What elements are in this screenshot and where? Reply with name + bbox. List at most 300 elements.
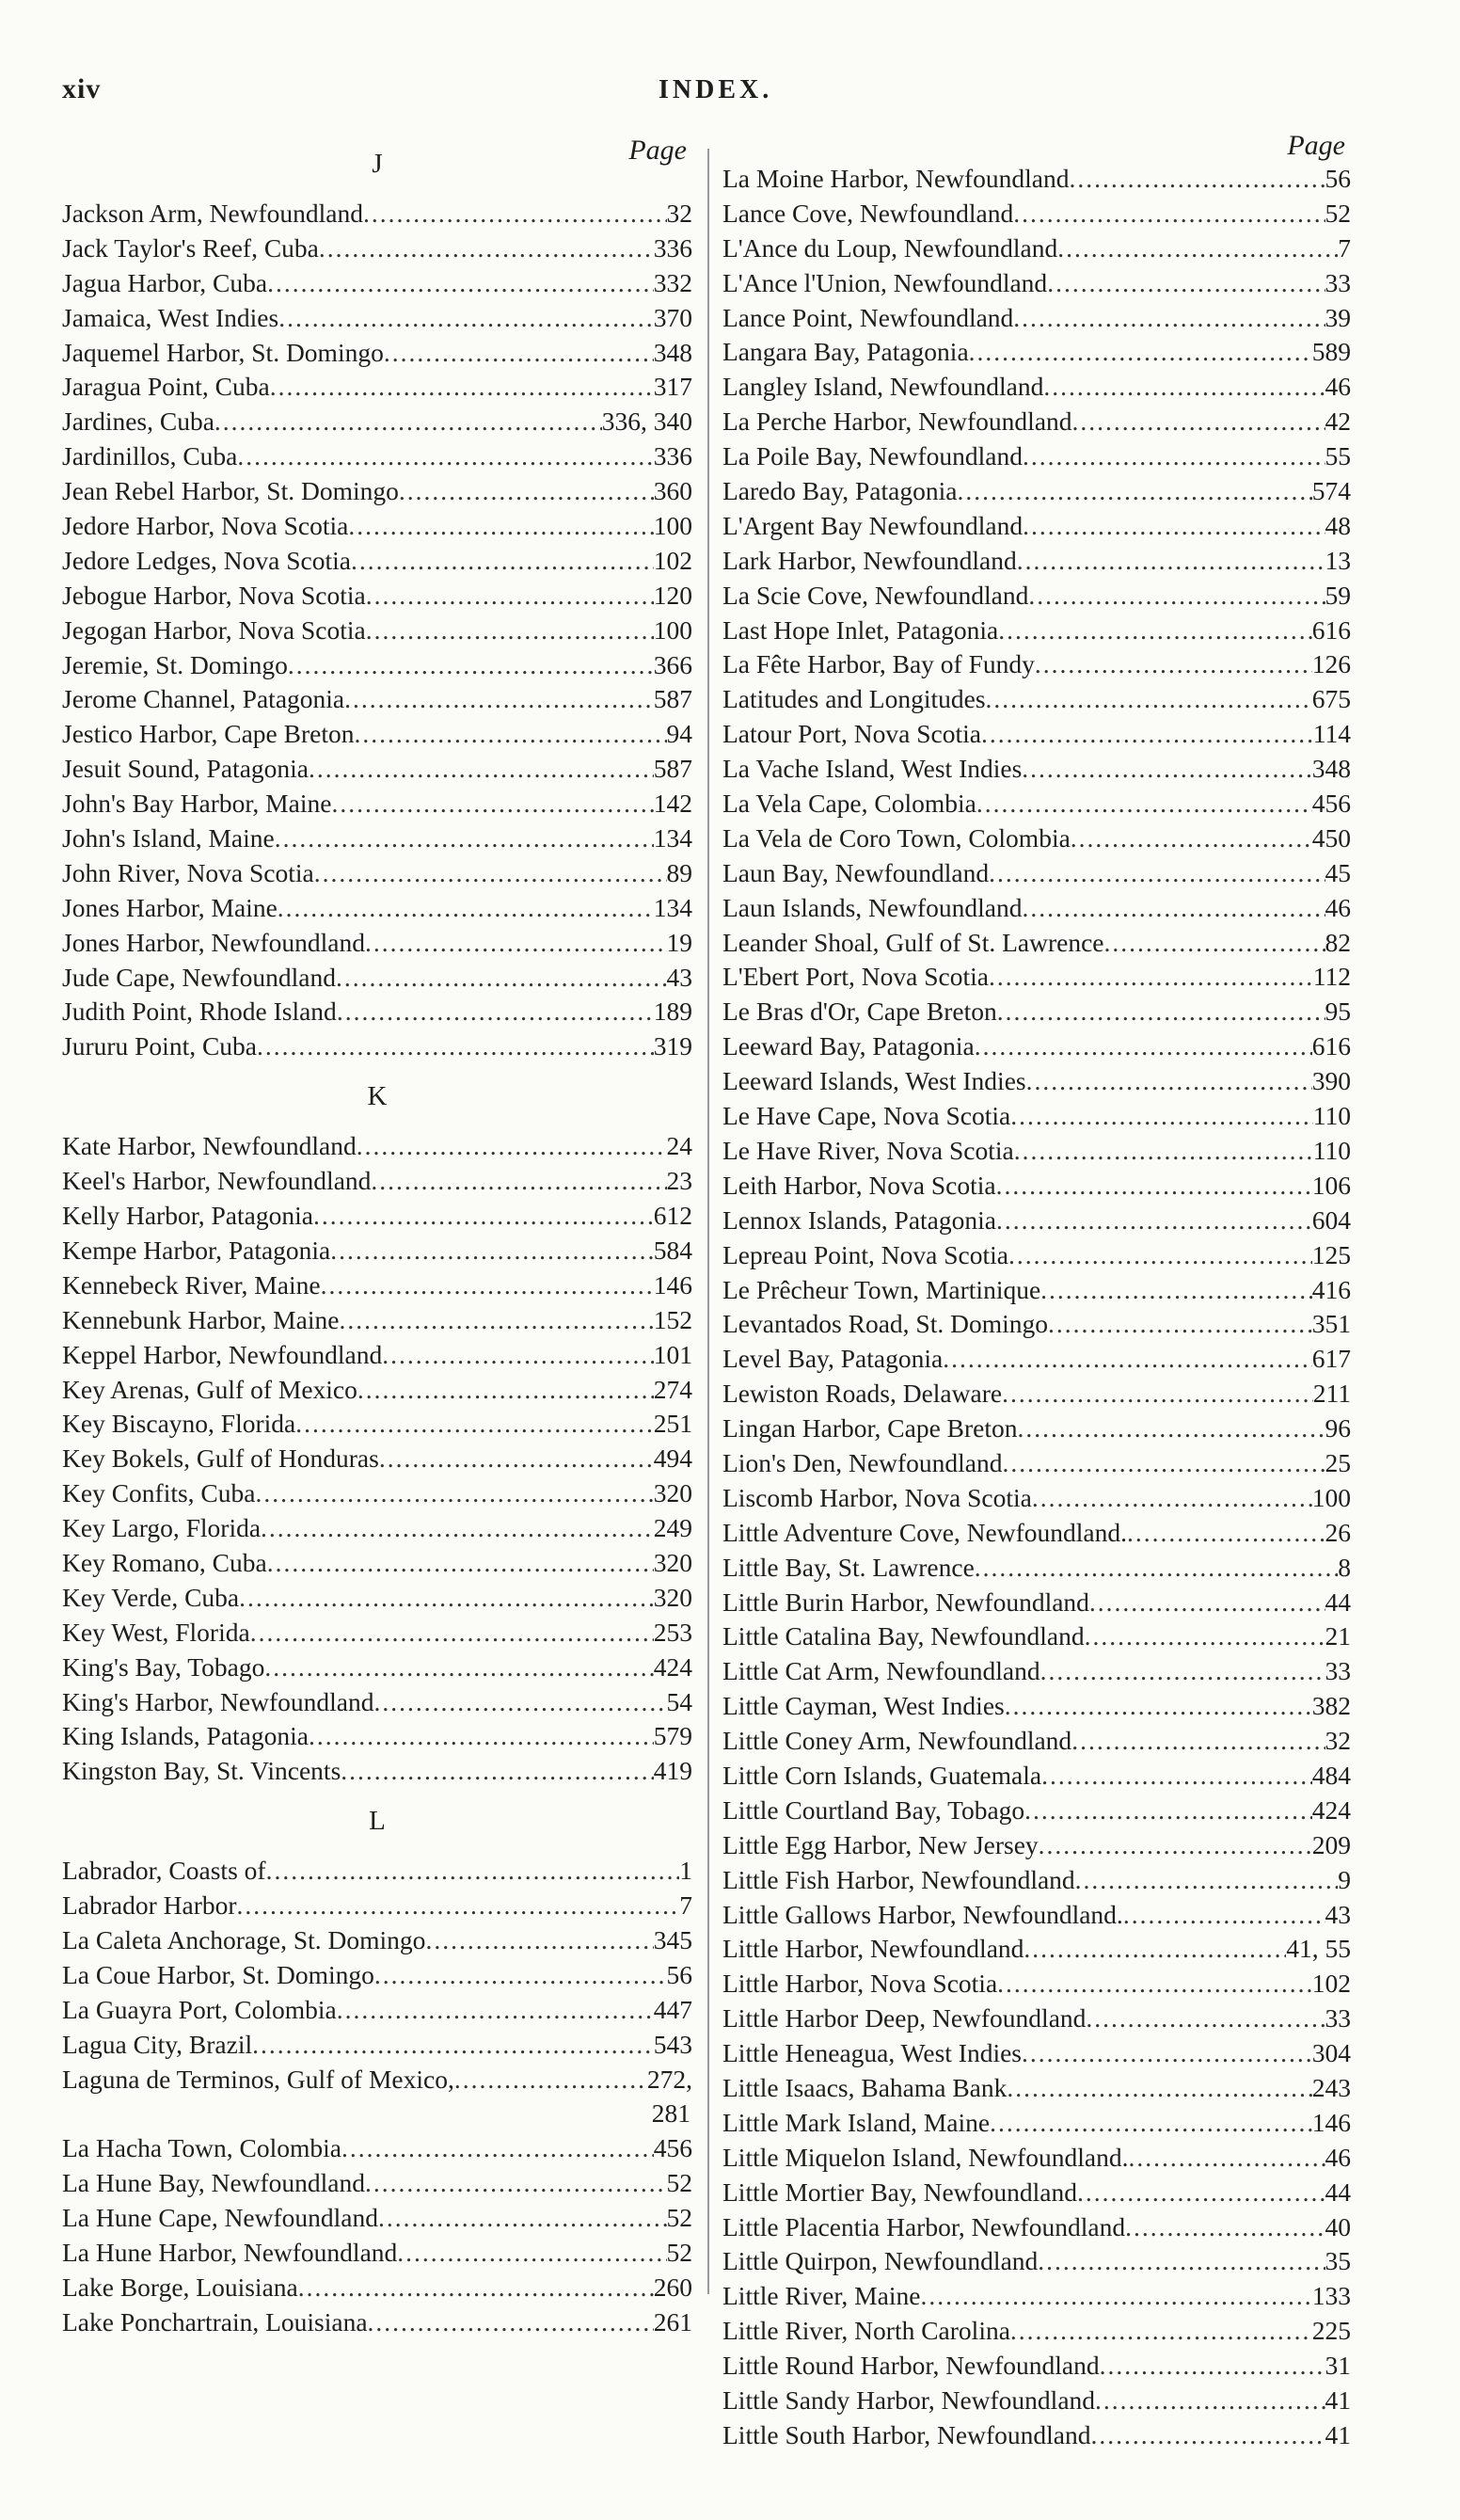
dot-leader xyxy=(1039,1828,1312,1863)
index-entry xyxy=(722,1169,1351,1204)
entry-name: La Hune Harbor, Newfoundland xyxy=(62,2237,398,2267)
dot-leader xyxy=(1024,1794,1312,1828)
index-entry xyxy=(62,266,692,301)
entry-name: Lance Point, Newfoundland xyxy=(722,302,1014,332)
entry-name: Laredo Bay, Patagonia xyxy=(722,476,958,506)
entry-page: 56 xyxy=(666,1959,692,1989)
entry-name: King Islands, Patagonia xyxy=(62,1721,309,1751)
entry-name: Laun Bay, Newfoundland xyxy=(722,857,990,887)
entry-name: Little Gallows Harbor, Newfoundland. xyxy=(722,1899,1123,1929)
entry-name: Jardinillos, Cuba xyxy=(62,441,238,471)
entry-page: 112 xyxy=(1312,962,1351,992)
index-entry xyxy=(62,1268,692,1303)
entry-name: Little Catalina Bay, Newfoundland xyxy=(722,1621,1085,1651)
dot-leader xyxy=(1023,509,1325,544)
index-entry xyxy=(722,1689,1351,1724)
dot-leader xyxy=(943,1342,1312,1377)
entry-name: Jaquemel Harbor, St. Domingo xyxy=(62,337,384,367)
entry-page: 416 xyxy=(1311,1274,1351,1304)
entry-name: Leith Harbor, Nova Scotia xyxy=(722,1170,996,1200)
dot-leader xyxy=(1127,1516,1325,1551)
dot-leader xyxy=(1028,579,1325,614)
index-entry xyxy=(62,474,692,509)
entry-page: 382 xyxy=(1311,1691,1351,1721)
dot-leader xyxy=(1095,2384,1325,2418)
dot-leader xyxy=(1013,301,1325,336)
index-entry xyxy=(62,544,692,579)
entry-page: 543 xyxy=(653,2029,692,2059)
entry-name: Kelly Harbor, Patagonia xyxy=(62,1201,313,1231)
entry-page: 604 xyxy=(1311,1204,1351,1235)
index-entry xyxy=(722,1273,1351,1308)
entry-page: 82 xyxy=(1325,927,1351,957)
dot-leader xyxy=(1043,370,1325,405)
entry-name: L'Ance du Loup, Newfoundland xyxy=(722,232,1058,263)
dot-leader xyxy=(382,1338,654,1373)
index-entry xyxy=(722,787,1351,821)
entry-page: 1 xyxy=(679,1856,692,1886)
dot-leader xyxy=(996,1169,1312,1204)
index-entry xyxy=(722,1134,1351,1169)
dot-leader xyxy=(252,2028,654,2063)
dot-leader xyxy=(336,961,667,996)
entry-page: 44 xyxy=(1325,2177,1351,2207)
index-entry xyxy=(722,1654,1351,1689)
entry-page: 25 xyxy=(1325,1447,1351,1477)
entry-page: 39 xyxy=(1325,302,1351,332)
index-entry xyxy=(62,648,692,683)
dot-leader xyxy=(1022,2036,1312,2071)
entry-page: 44 xyxy=(1325,1587,1351,1617)
index-entry xyxy=(62,926,692,961)
entry-name: Little Harbor, Nova Scotia xyxy=(722,1969,998,1999)
entry-name: Lagua City, Brazil xyxy=(62,2029,253,2059)
entry-page: 424 xyxy=(653,1651,692,1682)
entry-name: L'Ebert Port, Nova Scotia xyxy=(722,962,989,992)
entry-page: 46 xyxy=(1325,372,1351,402)
dot-leader xyxy=(321,1268,654,1303)
entry-name: Jones Harbor, Newfoundland xyxy=(62,927,365,957)
entry-page: 612 xyxy=(653,1201,692,1231)
entry-name: Little Miquelon Island, Newfoundland. xyxy=(722,2142,1129,2172)
entry-page: 272, xyxy=(646,2064,692,2094)
index-entry xyxy=(62,370,692,405)
dot-leader xyxy=(255,1476,653,1511)
index-entry xyxy=(62,752,692,787)
entry-page: 94 xyxy=(666,719,692,749)
dot-leader xyxy=(1010,2314,1312,2349)
index-entry xyxy=(722,1238,1351,1273)
entry-name: Lion's Den, Newfoundland xyxy=(722,1447,1003,1477)
entry-name: La Poile Bay, Newfoundland xyxy=(722,441,1023,471)
index-entry xyxy=(62,995,692,1029)
entry-page: 584 xyxy=(653,1235,692,1265)
entry-name: Key Romano, Cuba xyxy=(62,1547,267,1577)
entry-page: 345 xyxy=(653,1924,692,1954)
dot-leader xyxy=(270,370,654,405)
entry-page: 616 xyxy=(1311,614,1351,645)
entry-page: 33 xyxy=(1325,1656,1351,1686)
entry-page: 348 xyxy=(653,337,692,367)
dot-leader xyxy=(1103,926,1325,961)
index-entry xyxy=(62,821,692,856)
dot-leader xyxy=(275,821,654,856)
index-entry xyxy=(722,1029,1351,1064)
entry-name: Langara Bay, Patagonia xyxy=(722,337,969,367)
entry-name: Little River, North Carolina xyxy=(722,2316,1010,2346)
entry-name: Little Harbor, Newfoundland xyxy=(722,1934,1024,1964)
index-entry xyxy=(62,2028,692,2063)
index-entry xyxy=(722,1099,1351,1134)
entry-page: 456 xyxy=(1311,789,1351,819)
entry-page: 43 xyxy=(666,962,692,992)
entry-name: Keel's Harbor, Newfoundland xyxy=(62,1166,372,1196)
dot-leader xyxy=(261,1511,654,1546)
entry-page: 134 xyxy=(653,823,692,853)
entry-name: Little River, Maine xyxy=(722,2281,921,2311)
entry-name: Little Sandy Harbor, Newfoundland xyxy=(722,2385,1096,2415)
index-entry xyxy=(722,2279,1351,2314)
entry-page: 106 xyxy=(1311,1170,1351,1200)
entry-name: Jerome Channel, Patagonia xyxy=(62,684,345,714)
entry-name: Laun Islands, Newfoundland xyxy=(722,892,1023,922)
index-entry xyxy=(62,1719,692,1754)
dot-leader xyxy=(975,1551,1338,1586)
entry-page-continued: 281 xyxy=(651,2098,690,2129)
dot-leader xyxy=(1014,1134,1313,1169)
entry-page: 579 xyxy=(653,1721,692,1751)
entry-name: Jeremie, St. Domingo xyxy=(62,649,288,679)
index-entry xyxy=(722,2036,1351,2071)
index-entry xyxy=(722,821,1351,856)
dot-leader xyxy=(309,1719,654,1754)
index-entry xyxy=(722,614,1351,648)
entry-page: 46 xyxy=(1325,2142,1351,2172)
dot-leader xyxy=(264,1651,653,1685)
entry-name: Le Have River, Nova Scotia xyxy=(722,1135,1014,1165)
entry-page: 424 xyxy=(1311,1794,1351,1825)
dot-leader xyxy=(1057,231,1338,266)
dot-leader xyxy=(337,1993,654,2028)
entry-page: 304 xyxy=(1311,2038,1351,2068)
entry-name: King's Bay, Tobago xyxy=(62,1651,265,1682)
dot-leader xyxy=(399,474,654,509)
dot-leader xyxy=(1038,2244,1325,2279)
entry-name: Key Bokels, Gulf of Honduras xyxy=(62,1443,379,1474)
entry-name: Level Bay, Patagonia xyxy=(722,1344,944,1374)
dot-leader xyxy=(337,995,654,1029)
index-entry xyxy=(722,2106,1351,2141)
entry-name: Little Harbor Deep, Newfoundland xyxy=(722,2003,1087,2034)
page-column-label: Page xyxy=(628,135,687,166)
entry-name: Latitudes and Longitudes xyxy=(722,684,986,714)
entry-name: La Vache Island, West Indies xyxy=(722,754,1023,784)
entry-page: 587 xyxy=(653,684,692,714)
dot-leader xyxy=(1047,266,1325,301)
index-entry xyxy=(62,1993,692,2028)
entry-page: 26 xyxy=(1325,1517,1351,1547)
index-entry xyxy=(722,995,1351,1029)
entry-page: 33 xyxy=(1325,2003,1351,2034)
entry-name: Leeward Bay, Patagonia xyxy=(722,1031,975,1061)
entry-name: Liscomb Harbor, Nova Scotia xyxy=(722,1482,1032,1512)
index-entry xyxy=(722,1759,1351,1794)
index-entry xyxy=(722,1446,1351,1481)
dot-leader xyxy=(341,1754,653,1789)
dot-leader xyxy=(237,439,653,474)
entry-page: 52 xyxy=(1325,198,1351,228)
entry-page: 43 xyxy=(1325,1899,1351,1929)
entry-name: Little Heneagua, West Indies xyxy=(722,2038,1023,2068)
entry-name: Little Corn Islands, Guatemala xyxy=(722,1760,1042,1790)
entry-name: Last Hope Inlet, Patagonia xyxy=(722,614,999,645)
dot-leader xyxy=(309,752,654,787)
entry-page: 7 xyxy=(1338,232,1351,263)
index-entry xyxy=(722,1967,1351,2002)
entry-name: Jestico Harbor, Cape Breton xyxy=(62,719,355,749)
dot-leader xyxy=(366,614,654,648)
entry-page: 33 xyxy=(1325,267,1351,297)
index-entry xyxy=(62,1338,692,1373)
index-entry xyxy=(722,960,1351,995)
index-entry xyxy=(62,1407,692,1442)
dot-leader xyxy=(1008,1238,1312,1273)
entry-page: 617 xyxy=(1311,1344,1351,1374)
entry-name: La Coue Harbor, St. Domingo xyxy=(62,1959,374,1989)
dot-leader xyxy=(1035,647,1312,682)
entry-page: 390 xyxy=(1311,1066,1351,1096)
index-entry xyxy=(722,1863,1351,1898)
dot-leader xyxy=(267,1546,654,1581)
index-entry xyxy=(722,2176,1351,2210)
entry-name: Jack Taylor's Reef, Cuba xyxy=(62,232,319,263)
index-entry xyxy=(62,1889,692,1923)
dot-leader xyxy=(1026,1064,1312,1099)
dot-leader xyxy=(1013,197,1325,231)
entry-page: 134 xyxy=(653,892,692,922)
index-entry xyxy=(62,2201,692,2236)
dot-leader xyxy=(989,960,1313,995)
entry-page: 320 xyxy=(653,1547,692,1577)
index-entry xyxy=(62,1616,692,1651)
entry-name: Jardines, Cuba xyxy=(62,407,214,437)
index-entry xyxy=(62,1303,692,1338)
entry-page: 189 xyxy=(653,997,692,1027)
index-entry xyxy=(62,856,692,891)
entry-name: Little South Harbor, Newfoundland xyxy=(722,2419,1091,2449)
dot-leader xyxy=(1010,1099,1313,1134)
index-entry xyxy=(722,1551,1351,1586)
index-entry xyxy=(62,614,692,648)
index-entry xyxy=(722,1828,1351,1863)
index-entry xyxy=(62,439,692,474)
entry-name: Labrador Harbor xyxy=(62,1890,237,1921)
entry-page: 19 xyxy=(666,927,692,957)
entry-page: 419 xyxy=(653,1756,692,1786)
index-entry xyxy=(62,1754,692,1789)
dot-leader xyxy=(357,1373,654,1408)
dot-leader xyxy=(379,1442,654,1476)
entry-name: Le Prêcheur Town, Martinique xyxy=(722,1274,1041,1304)
index-entry xyxy=(62,2063,692,2097)
index-entry xyxy=(722,2384,1351,2418)
index-entry xyxy=(722,1342,1351,1377)
entry-name: La Vela de Coro Town, Colombia xyxy=(722,822,1071,853)
index-entry xyxy=(722,1724,1351,1759)
dot-leader xyxy=(257,1029,654,1064)
index-entry xyxy=(62,509,692,544)
index-entry xyxy=(62,1029,692,1064)
entry-name: La Moine Harbor, Newfoundland xyxy=(722,164,1070,193)
dot-leader xyxy=(331,787,653,821)
dot-leader xyxy=(986,682,1312,717)
entry-page: 110 xyxy=(1312,1135,1351,1165)
index-entry xyxy=(722,1932,1351,1967)
dot-leader xyxy=(1090,2418,1325,2453)
index-entry xyxy=(62,405,692,439)
entry-page: 42 xyxy=(1325,407,1351,437)
entry-name: Leeward Islands, West Indies xyxy=(722,1066,1026,1096)
index-entry xyxy=(722,2418,1351,2453)
entry-name: La Perche Harbor, Newfoundland xyxy=(722,407,1072,437)
dot-leader xyxy=(314,856,667,891)
entry-page: 120 xyxy=(653,580,692,610)
entry-page: 253 xyxy=(653,1617,692,1647)
entry-page: 102 xyxy=(1311,1969,1351,1999)
index-entry xyxy=(62,1923,692,1958)
index-entry xyxy=(722,752,1351,787)
index-entry xyxy=(722,926,1351,961)
entry-name: Jude Cape, Newfoundland xyxy=(62,962,336,992)
dot-leader xyxy=(996,1204,1312,1238)
entry-name: Lake Ponchartrain, Louisiana xyxy=(62,2306,368,2337)
index-entry xyxy=(722,682,1351,717)
entry-page: 125 xyxy=(1311,1239,1351,1269)
entry-name: Labrador, Coasts of xyxy=(62,1856,266,1886)
entry-page: 249 xyxy=(653,1513,692,1543)
entry-page: 152 xyxy=(653,1304,692,1334)
entry-page: 360 xyxy=(653,476,692,506)
entry-page: 8 xyxy=(1338,1552,1351,1582)
entry-name: Little Quirpon, Newfoundland xyxy=(722,2246,1039,2276)
dot-leader xyxy=(250,1616,654,1651)
index-entry xyxy=(62,1854,692,1889)
entry-page: 317 xyxy=(653,372,692,402)
entry-page: 55 xyxy=(1325,441,1351,471)
entry-name: Little Round Harbor, Newfoundland xyxy=(722,2351,1100,2381)
dot-leader xyxy=(1040,1654,1325,1689)
entry-name: Little Cayman, West Indies xyxy=(722,1691,1005,1721)
entry-name: Key Largo, Florida xyxy=(62,1513,262,1543)
dot-leader xyxy=(1023,439,1325,474)
index-entry xyxy=(722,2002,1351,2036)
dot-leader xyxy=(1017,544,1325,579)
entry-page: 23 xyxy=(666,1166,692,1196)
section-letter: K xyxy=(367,1081,388,1112)
index-entry xyxy=(722,1586,1351,1620)
index-entry xyxy=(62,231,692,266)
entry-name: Latour Port, Nova Scotia xyxy=(722,719,981,749)
dot-leader xyxy=(237,1889,680,1923)
index-entry xyxy=(722,266,1351,301)
entry-page: 261 xyxy=(653,2306,692,2337)
entry-page: 126 xyxy=(1311,649,1351,679)
index-entry xyxy=(722,2349,1351,2384)
index-entry xyxy=(722,2210,1351,2245)
entry-page: 52 xyxy=(666,2168,692,2198)
entry-name: Lennox Islands, Patagonia xyxy=(722,1204,996,1235)
dot-leader xyxy=(1041,1759,1312,1794)
entry-name: Little Mark Island, Maine xyxy=(722,2107,991,2137)
entry-name: Kate Harbor, Newfoundland xyxy=(62,1131,357,1161)
dot-leader xyxy=(278,301,654,336)
entry-page: 41 xyxy=(1325,2385,1351,2415)
index-entry xyxy=(722,231,1351,266)
entry-name: Little Coney Arm, Newfoundland xyxy=(722,1726,1072,1756)
entry-name: John River, Nova Scotia xyxy=(62,857,314,887)
entry-name: Little Placentia Harbor, Newfoundland xyxy=(722,2211,1126,2241)
entry-page: 351 xyxy=(1311,1309,1351,1339)
entry-page: 100 xyxy=(653,614,692,645)
entry-name: La Fête Harbor, Bay of Fundy xyxy=(722,649,1035,679)
running-title: INDEX. xyxy=(659,75,773,104)
entry-name: La Caleta Anchorage, St. Domingo xyxy=(62,1924,426,1954)
entry-name: Kempe Harbor, Patagonia xyxy=(62,1235,331,1265)
index-column-right xyxy=(722,130,1351,2453)
entry-name: Little Egg Harbor, New Jersey xyxy=(722,1829,1039,1859)
section-letter: J xyxy=(372,149,383,179)
entry-name: Jean Rebel Harbor, St. Domingo xyxy=(62,476,399,506)
dot-leader xyxy=(368,2305,654,2340)
entry-page: 274 xyxy=(653,1374,692,1404)
index-entry xyxy=(722,2071,1351,2106)
index-entry xyxy=(722,579,1351,614)
entry-name: Judith Point, Rhode Island xyxy=(62,997,337,1027)
dot-leader xyxy=(981,717,1313,752)
index-entry xyxy=(62,1958,692,1993)
entry-name: Jamaica, West Indies xyxy=(62,302,279,332)
dot-leader xyxy=(1005,1689,1312,1724)
index-entry xyxy=(722,197,1351,231)
entry-name: Keppel Harbor, Newfoundland xyxy=(62,1339,383,1369)
entry-page: 675 xyxy=(1311,684,1351,714)
entry-page: 101 xyxy=(653,1339,692,1369)
dot-leader xyxy=(1032,1481,1312,1516)
index-entry xyxy=(62,1651,692,1685)
entry-page: 100 xyxy=(653,511,692,541)
entry-page: 52 xyxy=(666,2237,692,2267)
index-entry xyxy=(722,856,1351,891)
entry-page: 45 xyxy=(1325,857,1351,887)
entry-page: 52 xyxy=(666,2203,692,2233)
index-entry xyxy=(62,1685,692,1720)
dot-leader xyxy=(425,1923,653,1958)
dot-leader xyxy=(378,2201,666,2236)
entry-name: Little Bay, St. Lawrence xyxy=(722,1552,975,1582)
dot-leader xyxy=(239,1581,654,1616)
entry-page: 336 xyxy=(653,232,692,263)
dot-leader xyxy=(975,1029,1312,1064)
entry-name: Jegogan Harbor, Nova Scotia xyxy=(62,614,366,645)
dot-leader xyxy=(1071,821,1312,856)
entry-page: 209 xyxy=(1311,1829,1351,1859)
index-entry xyxy=(62,717,692,752)
index-entry xyxy=(62,197,692,231)
entry-page: 21 xyxy=(1325,1621,1351,1651)
dot-leader xyxy=(298,2271,654,2305)
entry-name: Jaragua Point, Cuba xyxy=(62,372,270,402)
entry-name: Jackson Arm, Newfoundland xyxy=(62,199,364,228)
